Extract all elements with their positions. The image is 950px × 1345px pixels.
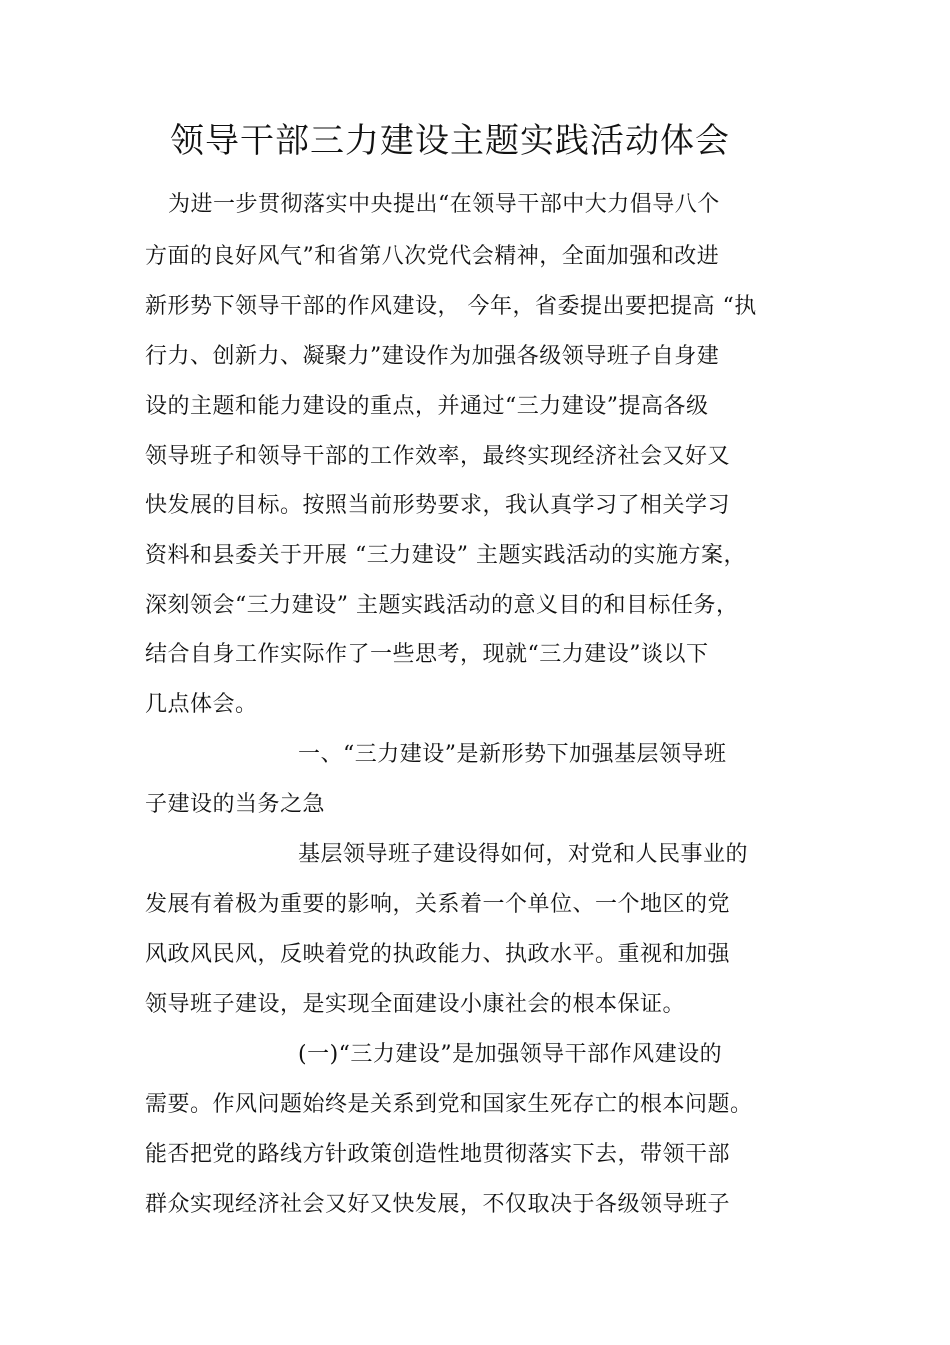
paragraph-line: 资料和县委关于开展 “三力建设” 主题实践活动的实施方案， xyxy=(145,543,746,568)
section-heading-line: 一、“三力建设”是新形势下加强基层领导班 xyxy=(298,742,727,767)
paragraph-line: 风政风民风，反映着党的执政能力、执政水平。重视和加强 xyxy=(145,942,731,967)
paragraph-line: 发展有着极为重要的影响，关系着一个单位、一个地区的党 xyxy=(145,892,731,917)
paragraph-line: 需要。作风问题始终是关系到党和国家生死存亡的根本问题。 xyxy=(145,1092,753,1117)
paragraph-line: 能否把党的路线方针政策创造性地贯彻落实下去，带领干部 xyxy=(145,1142,731,1167)
paragraph-line: 方面的良好风气”和省第八次党代会精神，全面加强和改进 xyxy=(145,244,720,269)
paragraph-line: 为进一步贯彻落实中央提出“在领导干部中大力倡导八个 xyxy=(168,192,720,217)
paragraph-line: 领导班子和领导干部的工作效率，最终实现经济社会又好又 xyxy=(145,444,731,469)
paragraph-line: 结合自身工作实际作了一些思考，现就“三力建设”谈以下 xyxy=(145,642,709,667)
subsection-heading-line: (一)“三力建设”是加强领导干部作风建设的 xyxy=(298,1042,723,1067)
paragraph-line: 领导班子建设，是实现全面建设小康社会的根本保证。 xyxy=(145,992,686,1017)
paragraph-line: 快发展的目标。按照当前形势要求，我认真学习了相关学习 xyxy=(145,493,731,518)
document-title: 领导干部三力建设主题实践活动体会 xyxy=(170,121,730,161)
paragraph-line: 群众实现经济社会又好又快发展，不仅取决于各级领导班子 xyxy=(145,1192,731,1217)
paragraph-line: 新形势下领导干部的作风建设， 今年，省委提出要把提高 “执 xyxy=(145,294,757,319)
section-heading-line: 子建设的当务之急 xyxy=(145,792,326,817)
paragraph-line: 深刻领会“三力建设” 主题实践活动的意义目的和目标任务， xyxy=(145,593,739,618)
paragraph-line: 基层领导班子建设得如何，对党和人民事业的 xyxy=(298,842,749,867)
paragraph-line: 设的主题和能力建设的重点，并通过“三力建设”提高各级 xyxy=(145,394,709,419)
paragraph-line: 几点体会。 xyxy=(145,692,258,717)
paragraph-line: 行力、创新力、凝聚力”建设作为加强各级领导班子自身建 xyxy=(145,344,720,369)
